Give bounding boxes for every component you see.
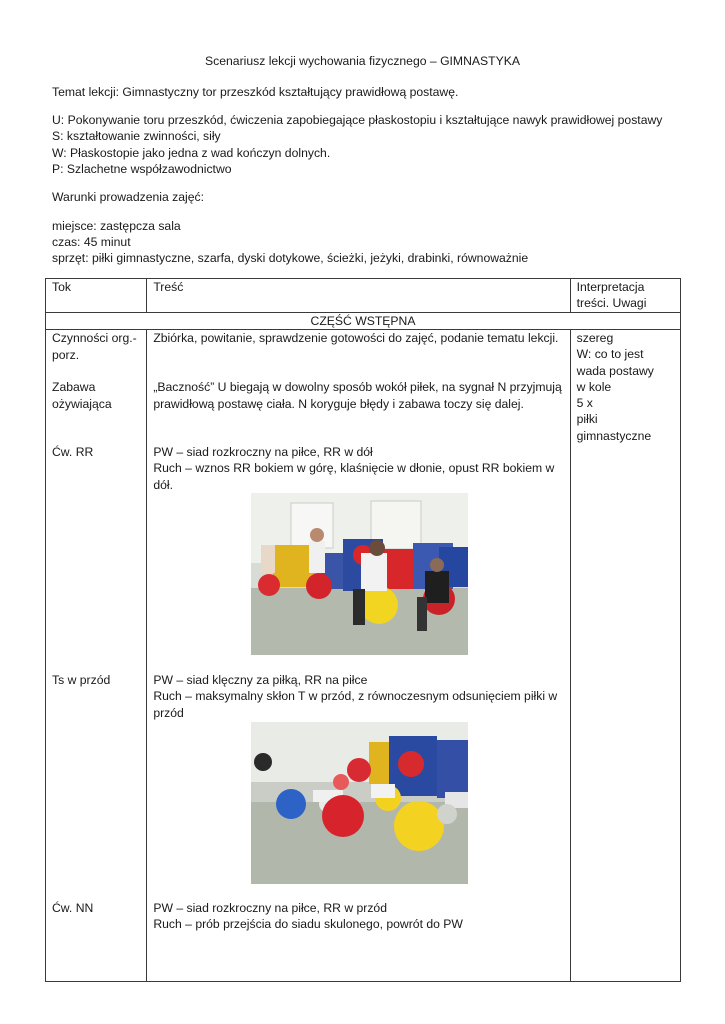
content-nn-pw: PW – siad rozkroczny na piłce, RR w przód	[153, 901, 387, 916]
tok-zabawa: Zabawa ożywiająca	[52, 380, 112, 411]
note-wada: W: co to jest wada postawy	[576, 347, 654, 378]
content-zabawa: „Baczność” U biegają w dowolny sposób wokół piłek, na sygnał N przyjmują prawidłową postawę ciała. N koryguje błędy i zabawa toczy się dalej.	[153, 380, 562, 411]
content-rr-pw: PW – siad rozkroczny na piłce, RR w dół	[153, 445, 373, 460]
lesson-plan-table	[45, 278, 681, 982]
goal-w: W: Płaskostopie jako jedna z wad kończyn dolnych.	[52, 146, 331, 160]
note-szereg: szereg	[576, 331, 614, 346]
header-tok: Tok	[46, 279, 147, 313]
tok-org: Czynności org.-porz.	[52, 331, 137, 362]
content-ts-ruch: Ruch – maksymalny skłon T w przód, z równoczesnym odsunięciem piłki w przód	[153, 689, 558, 720]
document-title: Scenariusz lekcji wychowania fizycznego – GIMNASTYKA	[205, 54, 520, 68]
note-kolo: w kole	[576, 380, 612, 395]
tok-ts: Ts w przód	[52, 673, 111, 688]
section-row	[46, 312, 681, 329]
header-content: Treść	[147, 279, 570, 313]
condition-equipment: sprzęt: piłki gimnastyczne, szarfa, dyski dotykowe, ścieżki, jeżyki, drabinki, równoważnie	[52, 251, 529, 265]
note-5x: 5 x	[576, 396, 593, 411]
content-ts-pw: PW – siad klęczny za piłką, RR na piłce	[153, 673, 368, 688]
tok-rr: Ćw. RR	[52, 445, 94, 460]
header-notes: Interpretacja treści. Uwagi	[570, 279, 680, 313]
tok-column	[46, 330, 147, 982]
goal-p: P: Szlachetne współzawodnictwo	[52, 162, 232, 176]
content-org: Zbiórka, powitanie, sprawdzenie gotowości do zajęć, podanie tematu lekcji.	[153, 331, 559, 346]
conditions-heading: Warunki prowadzenia zajęć:	[52, 190, 204, 204]
exercise-photo-ball-sitting	[251, 493, 468, 655]
condition-time: czas: 45 minut	[52, 235, 131, 249]
lesson-topic: Temat lekcji: Gimnastyczny tor przeszkód kształtujący prawidłową postawę.	[52, 85, 459, 99]
goal-u: U: Pokonywanie toru przeszkód, ćwiczenia zapobiegające płaskostopiu i kształtujące nawyk prawidłowej postawy	[52, 113, 663, 127]
content-rr-ruch: Ruch – wznos RR bokiem w górę, klaśnięcie w dłonie, opust RR bokiem w dół.	[153, 461, 555, 492]
tok-nn: Ćw. NN	[52, 901, 94, 916]
notes-column	[570, 330, 680, 982]
condition-place: miejsce: zastępcza sala	[52, 219, 181, 233]
section-title: CZĘŚĆ WSTĘPNA	[46, 312, 681, 329]
note-pilki: piłki gimnastyczne	[576, 412, 652, 443]
content-nn-ruch: Ruch – prób przejścia do siadu skulonego, powrót do PW	[153, 917, 463, 932]
table-header-row	[46, 279, 681, 313]
exercise-photo-kneeling-balls	[251, 722, 468, 884]
content-column	[147, 330, 570, 982]
table-row	[46, 330, 681, 982]
goal-s: S: kształtowanie zwinności, siły	[52, 129, 221, 143]
